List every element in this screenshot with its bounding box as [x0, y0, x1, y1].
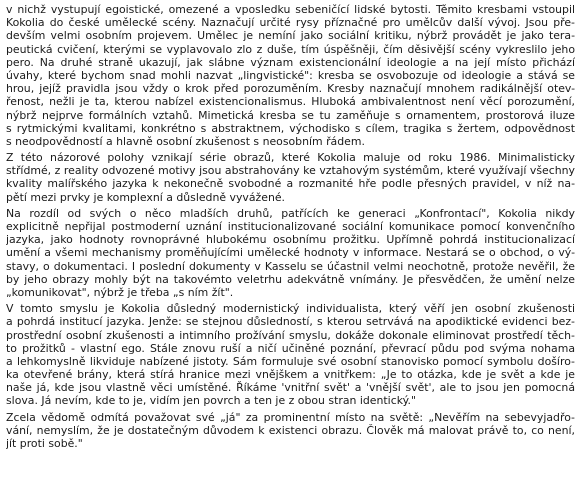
- text-line: by jeho obrazy mohly být na takovémto veletrhu adekvátně vnímány. Je přesvědčen, že umění nelze: [6, 272, 575, 286]
- text-line: a lehkomyslně likviduje nabízené jistoty. Sám formuluje své osobní stanovisko pomocí symbolu došíro-: [6, 354, 575, 368]
- text-line: V tomto smyslu je Kokolia důsledný modernistický individualista, který věří jen osobní zkušenosti: [6, 302, 575, 316]
- text-line: slova. Já nevím, kde to je, vidím jen povrch a ten je z obou stran identický.": [6, 394, 416, 408]
- text-line: s neodpovědností a hlavně osobní zkušenost s neosobním řádem.: [6, 134, 365, 148]
- text-line: a pohrdá institucí jazyka. Jenže: se stejnou důsledností, s kterou setrvává na apodiktické evidenci bez-: [6, 315, 575, 329]
- text-line: to prožitků - vlastní ego. Stále znovu ruší a ničí učiněné poznání, převrací půdu pod svýma nohama: [6, 341, 575, 355]
- paragraph-5: [6, 411, 575, 451]
- text-line: umění a všemi mechanismy proměňujícími umělecké hodnoty v informace. Nestará se o obchod, o vý-: [6, 246, 575, 260]
- paragraph-4: [6, 302, 575, 408]
- text-line: úvahy, které bychom snad mohli nazvat „lingvistické": kresba se osvobozuje od ideologie a stává se: [6, 68, 575, 82]
- text-line: prostřední osobní zkušenosti a intimního prožívání smyslu, dokáže dokonale eliminovat prostředí těch-: [6, 328, 575, 342]
- text-line: hrou, jejíž pravidla jsou vždy o krok před porozuměním. Kresby naznačují mnohem radikálnější otev-: [6, 82, 575, 96]
- text-line: ka otevřené brány, která stírá hranice mezi vnějškem a vnitřkem: „Je to otázka, kde je svět a kde je: [6, 368, 575, 382]
- text-line: stavy, o dokumentaci. I poslední dokumenty v Kasselu se účastnil velmi neochotně, protože nevěřil, že: [6, 259, 575, 273]
- text-line: Z této názorové polohy vznikají série obrazů, které Kokolia maluje od roku 1986. Minimalisticky: [6, 151, 575, 165]
- text-line: střídmé, z reality odvozené motivy jsou abstrahovány ke vztahovým systémům, které využívají všechny: [6, 164, 575, 178]
- text-line: řenost, nežli je ta, kterou nabízel existencionalismus. Hluboká ambivalentnost není věcí porozumění,: [6, 95, 575, 109]
- text-line: peutická cvičení, kterými se vyplavovalo zlo z duše, tím úspěšněji, čím děsivější scény vykreslilo jeho: [6, 42, 575, 56]
- text-line: Kokolia do české umělecké scény. Naznačují určité rysy příznačné pro umělcův další vývoj. Jsou pře-: [6, 16, 575, 30]
- paragraph-2: [6, 151, 575, 204]
- text-line: Na rozdíl od svých o něco mladších druhů, patřících ke generaci „Konfrontací", Kokolia nikdy: [6, 206, 575, 220]
- text-line: jazyka, jako hodnoty rovnoprávné hlubokému osobnímu prožitku. Upřímně pohrdá institucionalizací: [6, 233, 575, 247]
- text-line: pero. Na druhé straně ukazují, jak slábne význam existencionální ideologie a na její místo přichází: [6, 55, 575, 69]
- text-line: naše já, kde jsou vlastně věci umístěné. Říkáme 'vnitřní svět' a 'vnější svět', ale to jsou jen pomocná: [6, 381, 575, 395]
- text-line: Zcela vědomě odmítá považovat své „já" za prominentní místo na světě: „Nevěřím na sebevyjadřo-: [6, 410, 575, 424]
- text-line: jít proti sobě.": [6, 437, 83, 450]
- text-line: devším velmi osobním projevem. Umělec je nemíní jako sociální kritiku, nýbrž provádět je jako tera-: [6, 29, 575, 43]
- text-line: s rytmickými kvalitami, konkrétno s abstraktnem, východisko s cílem, tragika s žertem, odpovědnost: [6, 121, 575, 135]
- text-line: explicitně nepřijal postmoderní uznání institucionalizované sociální komunikace pomocí konvenčního: [6, 220, 575, 233]
- text-line: nýbrž nejprve formálních vztahů. Mimetická kresba se tu zaměňuje s ornamentem, prostorová iluze: [6, 108, 575, 122]
- text-line: vání, nemyslím, že je dostatečným důvodem k existenci obrazu. Člověk má malovat právě to, co není,: [6, 423, 575, 437]
- text-line: kvality malířského jazyka k nekonečně svobodné a rozmanité hře podle přesných pravidel, v níž na-: [6, 177, 575, 191]
- text-line: „komunikovat", nýbrž je třeba „s ním žít".: [6, 285, 234, 299]
- paragraph-1: [6, 3, 575, 148]
- text-line: v nichž vystupují egoistické, omezené a vposledku sebeničící lidské bytosti. Těmito kresbami vstoupil: [6, 3, 575, 16]
- text-line: pětí mezi prvky je komplexní a důsledně vyvážené.: [6, 190, 286, 204]
- paragraph-3: [6, 207, 575, 299]
